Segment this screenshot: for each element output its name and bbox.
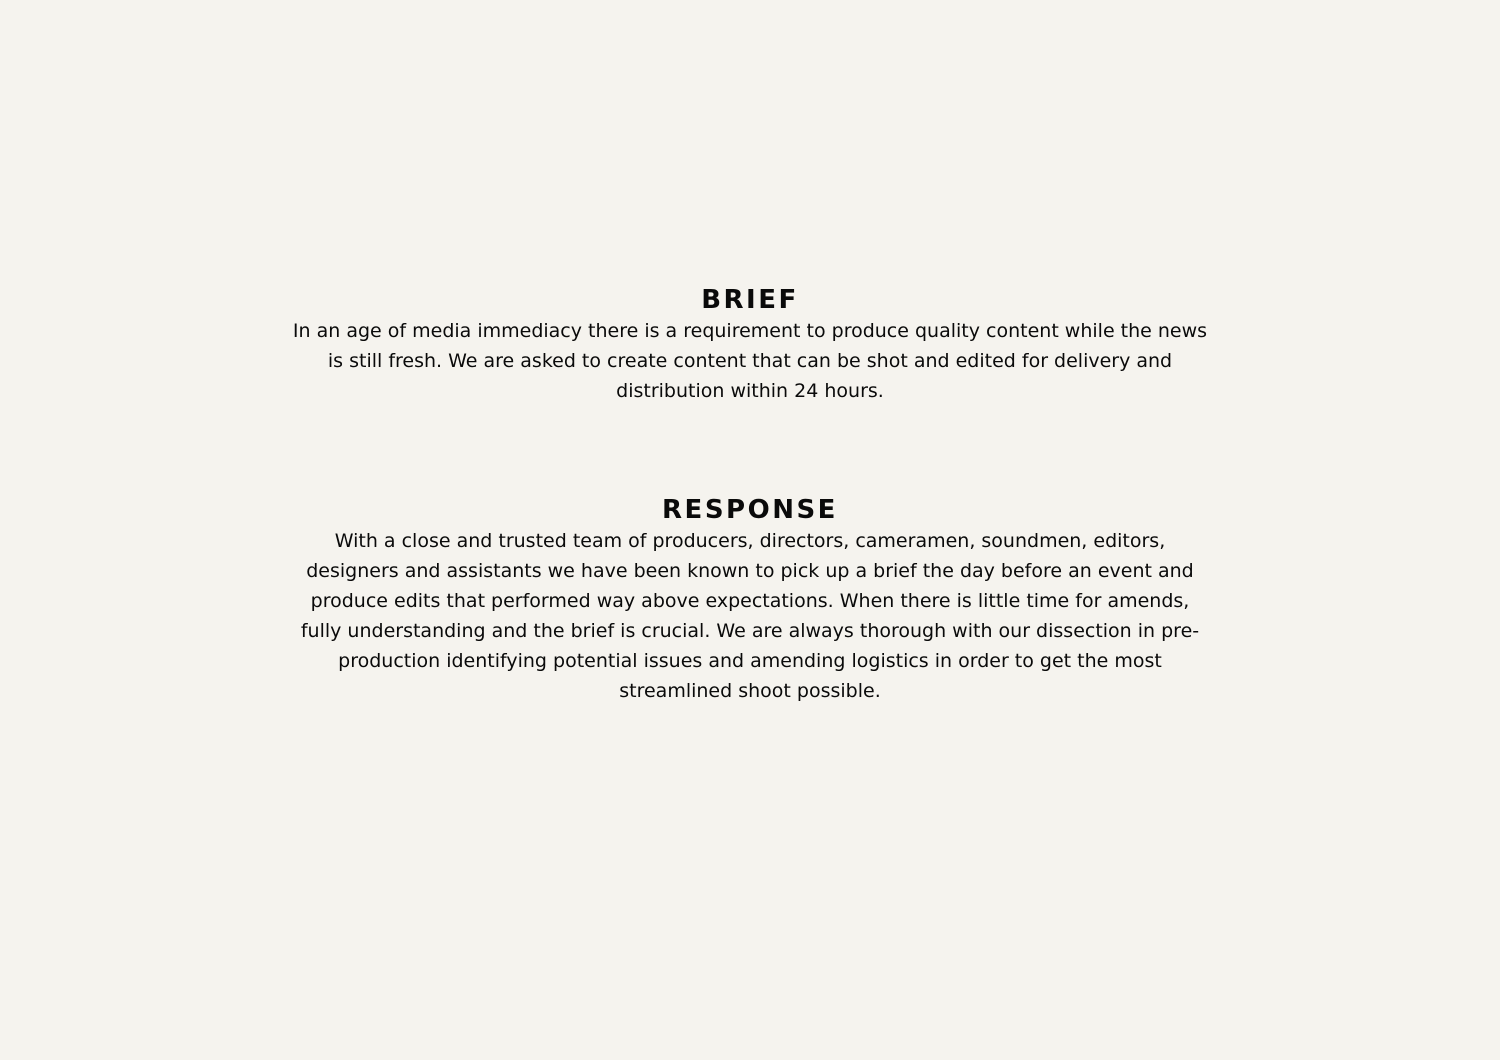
brief-heading: BRIEF [701, 285, 799, 315]
response-section [290, 494, 1210, 706]
response-body: With a close and trusted team of producers, directors, cameramen, soundmen, editors, designers and assistants we have been known to pick up a brief the day before an event and produce edits that performed way above expectations. When there is little time for amends, fully understanding and the brief is crucial. We are always thorough with our dissection in pre-production identifying potential issues and amending logistics in order to get the most streamlined shoot possible. [300, 530, 1200, 702]
response-heading: RESPONSE [662, 495, 838, 525]
brief-body: In an age of media immediacy there is a requirement to produce quality content while the news is still fresh. We are asked to create content that can be shot and edited for delivery and distribution within 24 hours. [292, 320, 1208, 402]
brief-section [290, 284, 1210, 406]
